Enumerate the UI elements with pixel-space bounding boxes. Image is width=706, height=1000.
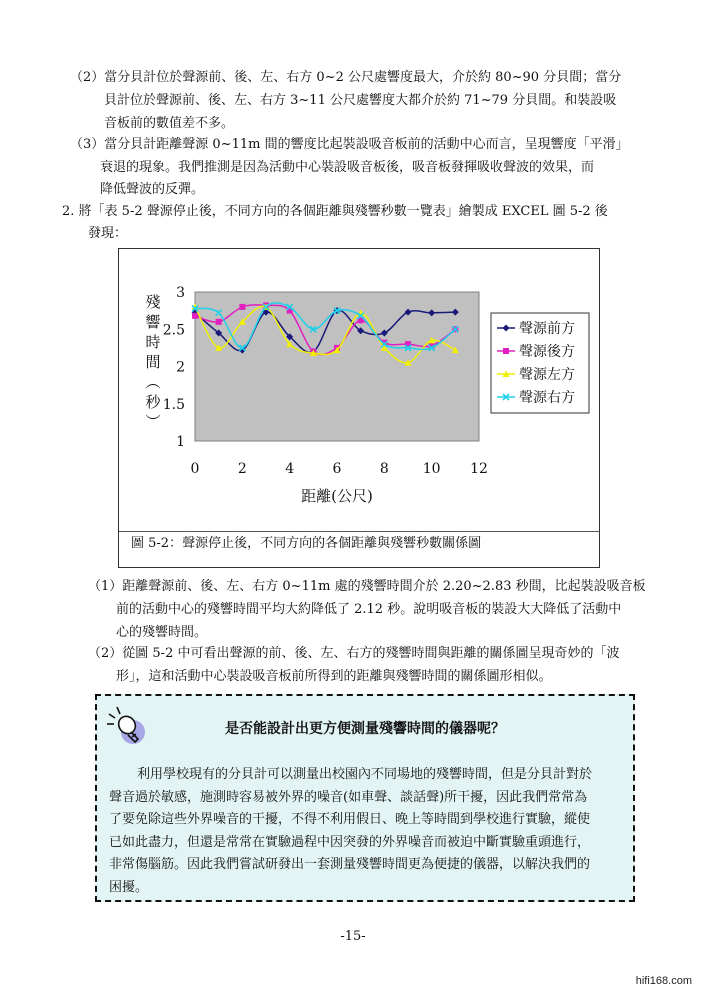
- note-box: [95, 694, 635, 902]
- figure-5-2: [118, 248, 600, 568]
- note-box-body: [109, 764, 592, 899]
- data-point: [239, 304, 245, 310]
- x-tick-label: 12: [470, 461, 488, 477]
- y-axis-label-char: ︵: [145, 373, 161, 391]
- y-tick-label: 1.5: [162, 396, 185, 413]
- paragraph-item2-line1: （2）當分貝計位於聲源前、後、左、右方 0~2 公尺處響度最大，介於約 80~90 分貝間；當分: [70, 70, 622, 85]
- y-tick-label: 3: [176, 285, 185, 301]
- y-tick-label: 1: [176, 434, 185, 450]
- note-box-line: 了要免除這些外界噪音的干擾，不得不利用假日、晚上等時間到學校進行實驗，縱使: [109, 812, 591, 827]
- note-box-title: 是否能設計出更方便測量殘響時間的儀器呢？: [225, 721, 505, 737]
- y-axis-label-char: 時: [145, 333, 161, 351]
- finding-item1-line3: 心的殘響時間。: [116, 625, 208, 640]
- plot-area: [195, 292, 479, 441]
- legend-label: 聲源右方: [519, 390, 575, 406]
- watermark: hifi168.com: [635, 975, 692, 987]
- figure-caption: 圖 5-2：聲源停止後，不同方向的各個距離與殘響秒數關係圖: [131, 536, 482, 551]
- y-axis-label-char: 間: [145, 353, 161, 371]
- finding-item2-line1: （2）從圖 5-2 中可看出聲源的前、後、左、右方的殘響時間與距離的關係圖呈現奇妙的「波: [88, 646, 620, 661]
- section2-line1: 2. 將「表 5-2 聲源停止後，不同方向的各個距離與殘響秒數一覽表」繪製成 EXCEL 圖 5-2 後: [62, 204, 608, 219]
- y-axis-label-char: 殘: [145, 293, 161, 311]
- x-tick-label: 0: [190, 461, 200, 477]
- data-point: [192, 313, 198, 319]
- data-point: [503, 348, 509, 354]
- y-axis-label-char: 秒: [145, 393, 161, 411]
- legend-label: 聲源左方: [519, 367, 575, 383]
- x-tick-label: 2: [237, 461, 247, 477]
- y-axis-label-char: ︶: [145, 413, 161, 431]
- y-axis-label-char: 響: [145, 313, 161, 331]
- note-box-line: 聲音過於敏感，施測時容易被外界的噪音(如車聲、談話聲)所干擾，因此我們常常為: [109, 789, 588, 805]
- note-box-line: 利用學校現有的分貝計可以測量出校園內不同場地的殘響時間，但是分貝計對於: [137, 767, 593, 782]
- y-tick-label: 2.5: [162, 322, 185, 339]
- legend-label: 聲源前方: [519, 321, 575, 337]
- y-tick-label: 2: [176, 359, 185, 376]
- finding-item1-line1: （1）距離聲源前、後、左、右方 0~11m 處的殘響時間介於 2.20~2.83 秒間，比起裝設吸音板: [88, 579, 646, 594]
- finding-item1-line2: 前的活動中心的殘響時間平均大約降低了 2.12 秒。說明吸音板的裝設大大降低了活動中: [116, 602, 622, 617]
- page-number: -15-: [340, 929, 366, 944]
- paragraph-item3-line2: 衰退的現象。我們推測是因為活動中心裝設吸音板後，吸音板發揮吸收聲波的效果，而: [100, 160, 595, 175]
- x-tick-label: 6: [332, 461, 342, 477]
- legend-label: 聲源後方: [519, 344, 575, 360]
- note-box-line: 困擾。: [109, 879, 149, 895]
- x-tick-label: 4: [285, 461, 295, 477]
- paragraph-item3-line3: 降低聲波的反彈。: [100, 182, 205, 197]
- x-axis-label: 距離(公尺): [301, 487, 373, 505]
- x-tick-label: 8: [379, 461, 389, 477]
- x-tick-label: 10: [422, 461, 441, 477]
- line-chart: [119, 249, 599, 567]
- paragraph-item3-line1: （3）當分貝計距離聲源 0~11m 間的響度比起裝設吸音板前的活動中心而言，呈現響度「平滑」: [70, 137, 629, 152]
- note-box-line: 非常傷腦筋。因此我們嘗試研發出一套測量殘響時間更為便捷的儀器，以解決我們的: [109, 857, 591, 872]
- section2-line2: 發現：: [88, 226, 128, 241]
- caption-divider: [119, 531, 599, 532]
- finding-item2-line2: 形」，這和活動中心裝設吸音板前所得到的距離與殘響時間的關係圖形相似。: [116, 669, 552, 684]
- note-box-line: 已如此盡力，但還是常常在實驗過程中因突發的外界噪音而被迫中斷實驗重頭進行，: [109, 834, 591, 850]
- paragraph-item2-line2: 貝計位於聲源前、後、左、右方 3~11 公尺處響度大都介於約 71~79 分貝間。和裝設吸: [104, 93, 617, 108]
- data-point: [216, 319, 222, 325]
- paragraph-item2-line3: 音板前的數值差不多。: [104, 116, 235, 131]
